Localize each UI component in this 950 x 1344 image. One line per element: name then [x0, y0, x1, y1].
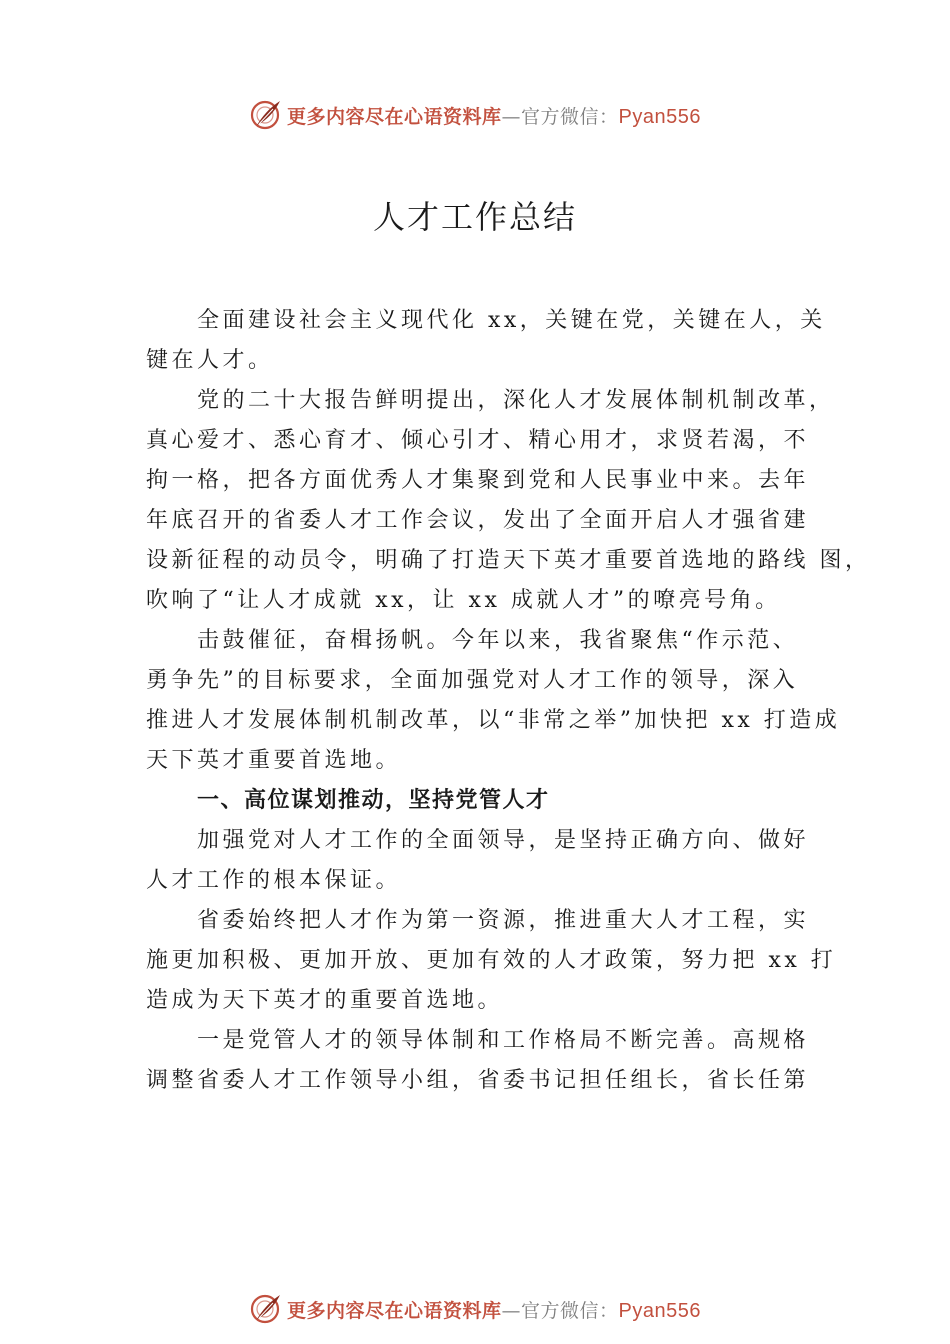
text-line: 党的二十大报告鲜明提出，深化人才发展体制机制改革， — [197, 388, 835, 413]
header-watermark — [0, 95, 950, 135]
paragraph-5 — [146, 901, 846, 1021]
text-line: 施更加积极、更加开放、更加有效的人才政策，努力把 xx 打 — [146, 948, 837, 973]
quill-pen-circle-icon — [249, 98, 283, 132]
watermark-dash: — — [501, 1299, 522, 1322]
text-line: 天下英才重要首选地。 — [146, 748, 402, 773]
text-line: 调整省委人才工作领导小组，省委书记担任组长，省长任第 — [146, 1068, 810, 1093]
watermark-wechat-id: Pyan556 — [618, 1299, 701, 1322]
text-line: 吹响了“让人才成就 xx，让 xx 成就人才”的嘹亮号角。 — [146, 588, 781, 613]
text-line: 推进人才发展体制机制改革，以“非常之举”加快把 xx 打造成 — [146, 708, 841, 733]
section-heading-1 — [146, 781, 846, 821]
watermark-wechat-id: Pyan556 — [618, 105, 701, 128]
text-line: 键在人才。 — [146, 348, 274, 373]
watermark-text — [287, 1296, 701, 1323]
watermark-dash: — — [501, 105, 522, 128]
footer-watermark — [0, 1289, 950, 1329]
text-line: 全面建设社会主义现代化 xx，关键在党，关键在人，关 — [197, 308, 826, 333]
text-line: 省委始终把人才作为第一资源，推进重大人才工程，实 — [197, 908, 810, 933]
text-line: 加强党对人才工作的全面领导，是坚持正确方向、做好 — [197, 828, 810, 853]
paragraph-6 — [146, 1021, 846, 1101]
paragraph-3 — [146, 621, 846, 781]
watermark-text — [287, 102, 701, 129]
document-title: 人才工作总结 — [372, 198, 577, 236]
text-line: 设新征程的动员令，明确了打造天下英才重要首选地的路线 图， — [146, 548, 871, 573]
watermark-official-label: 官方微信： — [521, 1299, 619, 1322]
watermark-official-label: 官方微信： — [521, 105, 619, 128]
paragraph-1 — [146, 301, 846, 381]
quill-pen-circle-icon — [249, 1292, 283, 1326]
text-line: 勇争先”的目标要求，全面加强党对人才工作的领导，深入 — [146, 668, 799, 693]
paragraph-2 — [146, 381, 871, 621]
text-line: 一是党管人才的领导体制和工作格局不断完善。高规格 — [197, 1028, 810, 1053]
text-line: 真心爱才、悉心育才、倾心引才、精心用才，求贤若渴，不 — [146, 428, 810, 453]
section-heading-text: 一、高位谋划推动，坚持党管人才 — [197, 788, 550, 813]
document-body — [146, 301, 871, 1101]
paragraph-4 — [146, 821, 846, 901]
text-line: 人才工作的根本保证。 — [146, 868, 402, 893]
text-line: 击鼓催征，奋楫扬帆。今年以来，我省聚焦“作示范、 — [197, 628, 799, 653]
text-line: 年底召开的省委人才工作会议，发出了全面开启人才强省建 — [146, 508, 810, 533]
watermark-brand: 更多内容尽在心语资料库 — [287, 1299, 502, 1322]
watermark-brand: 更多内容尽在心语资料库 — [287, 105, 502, 128]
text-line: 拘一格，把各方面优秀人才集聚到党和人民事业中来。去年 — [146, 468, 810, 493]
text-line: 造成为天下英才的重要首选地。 — [146, 988, 504, 1013]
